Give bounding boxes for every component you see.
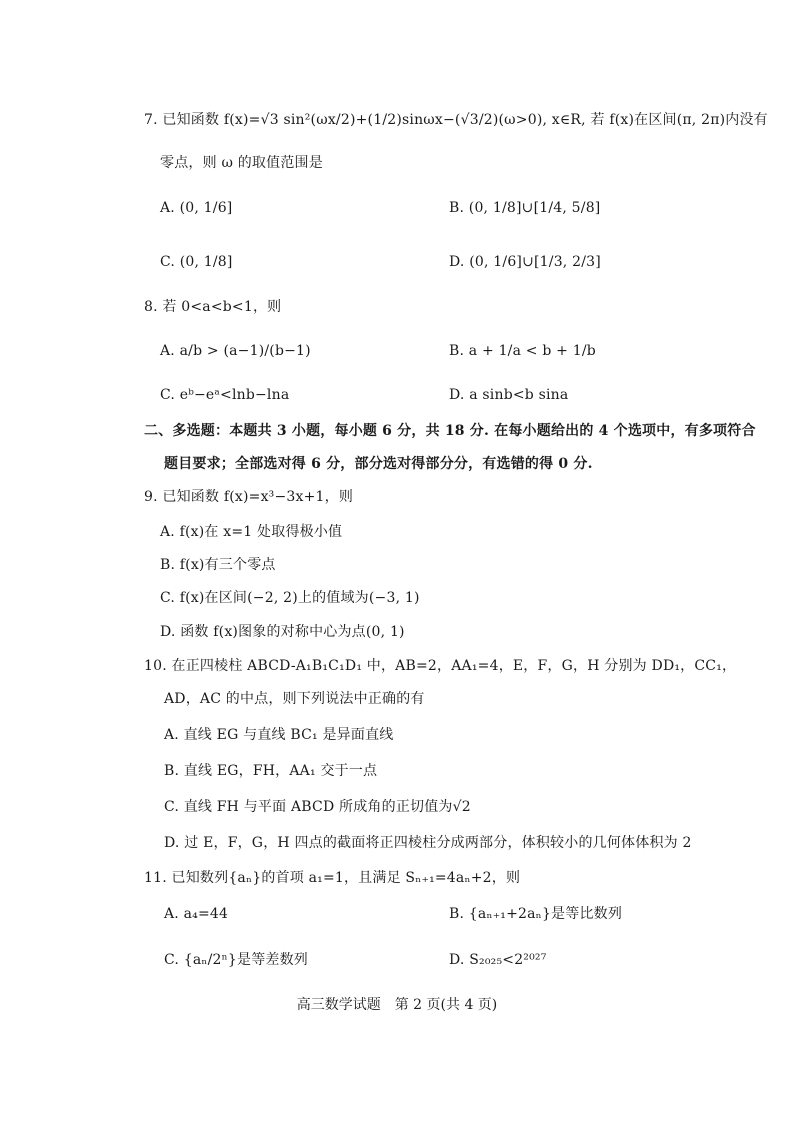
q10-option-d: D. 过 E，F，G，H 四点的截面将正四棱柱分成两部分，体积较小的几何体体积为 2 (164, 835, 692, 851)
q10-stem-line2: AD，AC 的中点，则下列说法中正确的有 (164, 691, 425, 707)
q10-option-a: A. 直线 EG 与直线 BC₁ 是异面直线 (164, 727, 394, 743)
q10-stem-line1: 10. 在正四棱柱 ABCD-A₁B₁C₁D₁ 中，AB=2，AA₁=4，E，F，G，H 分别为 DD₁，CC₁， (144, 658, 737, 674)
q9-option-c: C. f(x)在区间(−2, 2)上的值域为(−3, 1) (160, 590, 420, 606)
q8-option-c: C. eᵇ−eᵃ<lnb−lna (160, 387, 290, 403)
q8-option-d: D. a sinb<b sina (449, 387, 569, 403)
q11-stem: 11. 已知数列{aₙ}的首项 a₁=1，且满足 Sₙ₊₁=4aₙ+2，则 (144, 870, 521, 886)
q9-option-a: A. f(x)在 x=1 处取得极小值 (160, 524, 343, 540)
q11-option-d: D. S₂₀₂₅<2²⁰²⁷ (449, 952, 547, 968)
section2-heading-line1: 二、多选题：本题共 3 小题，每小题 6 分，共 18 分. 在每小题给出的 4 个选项中，有多项符合 (144, 423, 756, 439)
q9-stem: 9. 已知函数 f(x)=x³−3x+1，则 (144, 489, 354, 505)
q11-option-c: C. {aₙ/2ⁿ}是等差数列 (164, 952, 309, 968)
q8-option-a: A. a/b > (a−1)/(b−1) (160, 343, 311, 359)
q7-stem-line1: 7. 已知函数 f(x)=√3 sin²(ωx/2)+(1/2)sinωx−(√3/2)(ω>0), x∈R, 若 f(x)在区间(π, 2π)内没有 (144, 112, 768, 128)
q11-option-b: B. {aₙ₊₁+2aₙ}是等比数列 (449, 906, 623, 922)
page-footer: 高三数学试题 第 2 页(共 4 页) (296, 997, 498, 1013)
q10-option-b: B. 直线 EG，FH，AA₁ 交于一点 (164, 763, 378, 779)
q11-option-a: A. a₄=44 (164, 906, 229, 922)
q7-stem-line2: 零点，则 ω 的取值范围是 (160, 155, 323, 171)
q7-option-a: A. (0, 1/6] (160, 200, 233, 216)
q9-option-d: D. 函数 f(x)图象的对称中心为点(0, 1) (160, 624, 405, 640)
q10-option-c: C. 直线 FH 与平面 ABCD 所成角的正切值为√2 (164, 799, 471, 815)
q9-option-b: B. f(x)有三个零点 (160, 557, 276, 573)
q7-option-b: B. (0, 1/8]∪[1/4, 5/8] (449, 200, 601, 216)
q8-stem: 8. 若 0<a<b<1，则 (144, 299, 282, 315)
section2-heading-line2: 题目要求；全部选对得 6 分，部分选对得部分分，有选错的得 0 分. (164, 456, 593, 472)
q8-option-b: B. a + 1/a < b + 1/b (449, 343, 596, 359)
q7-option-d: D. (0, 1/6]∪[1/3, 2/3] (449, 254, 601, 270)
q7-option-c: C. (0, 1/8] (160, 254, 233, 270)
